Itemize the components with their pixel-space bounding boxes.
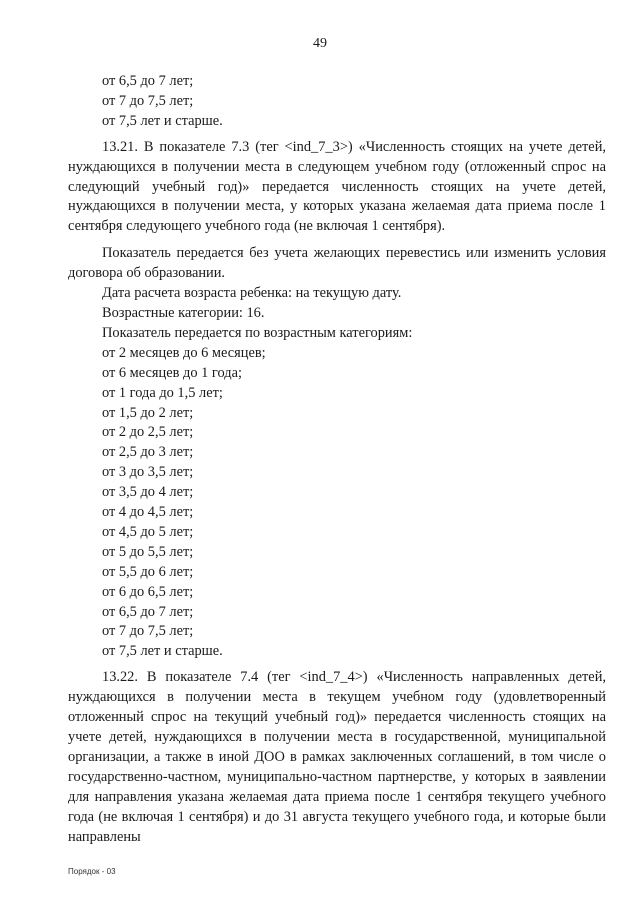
list-item: от 7,5 лет и старше. (102, 112, 223, 129)
list-item: от 7,5 лет и старше. (102, 643, 223, 660)
list-item: от 3,5 до 4 лет; (102, 484, 194, 501)
list-item: от 2 до 2,5 лет; (102, 424, 194, 441)
list-item: от 7 до 7,5 лет; (102, 92, 194, 109)
by-age-line: Показатель передается по возрастным категориям: (102, 324, 413, 341)
date-line: Дата расчета возраста ребенка: на текущую дату. (102, 285, 402, 302)
paragraph-13-22: 13.22. В показателе 7.4 (тег <ind_7_4>) «Численность направленных детей, нуждающихся в получении места в текущем учебном году (удовлетворенный отложенный спрос на текущий учебный год)» передается численность стоящих на учете детей, нуждающихся в получении места в государственной, муниципальной организации, а также в иной ДОО в рамках заключенных соглашений, в том числе о государственно-частном, муниципально-частном партнерстве, у которых в заявлении для направления указана желаемая дата приема после 1 сентября текущего учебного года (не включая 1 сентября) и до 31 августа текущего учебного года, и которые были направлены (68, 669, 606, 845)
list-item: от 5,5 до 6 лет; (102, 563, 194, 580)
paragraph-13-21: 13.21. В показателе 7.3 (тег <ind_7_3>) «Численность стоящих на учете детей, нуждающихся в получении места в следующем учебном году (отложенный спрос на следующий учебный год)» передается численность стоящих на учете детей, нуждающихся в получении места, у которых указана желаемая дата приема после 1 сентября следующего учебного года (не включая 1 сентября). (68, 138, 606, 235)
page-number: 49 (313, 36, 327, 51)
list-item: от 4,5 до 5 лет; (102, 523, 194, 540)
list-item: от 7 до 7,5 лет; (102, 623, 194, 640)
list-item: от 2 месяцев до 6 месяцев; (102, 344, 266, 361)
paragraph-note: Показатель передается без учета желающих перевестись или изменить условия договора об образовании. (68, 245, 606, 282)
list-item: от 4 до 4,5 лет; (102, 504, 194, 521)
list-item: от 1,5 до 2 лет; (102, 404, 194, 421)
list-item: от 6,5 до 7 лет; (102, 603, 194, 620)
list-item: от 6 до 6,5 лет; (102, 583, 194, 600)
list-item: от 6 месяцев до 1 года; (102, 364, 242, 381)
list-item: от 6,5 до 7 лет; (102, 73, 194, 89)
categories-line: Возрастные категории: 16. (102, 304, 265, 321)
list-item: от 2,5 до 3 лет; (102, 444, 194, 461)
footer-label: Порядок - 03 (68, 867, 116, 876)
list-item: от 1 года до 1,5 лет; (102, 384, 223, 401)
body-text (68, 72, 606, 847)
list-item: от 3 до 3,5 лет; (102, 464, 194, 481)
list-item: от 5 до 5,5 лет; (102, 543, 194, 560)
